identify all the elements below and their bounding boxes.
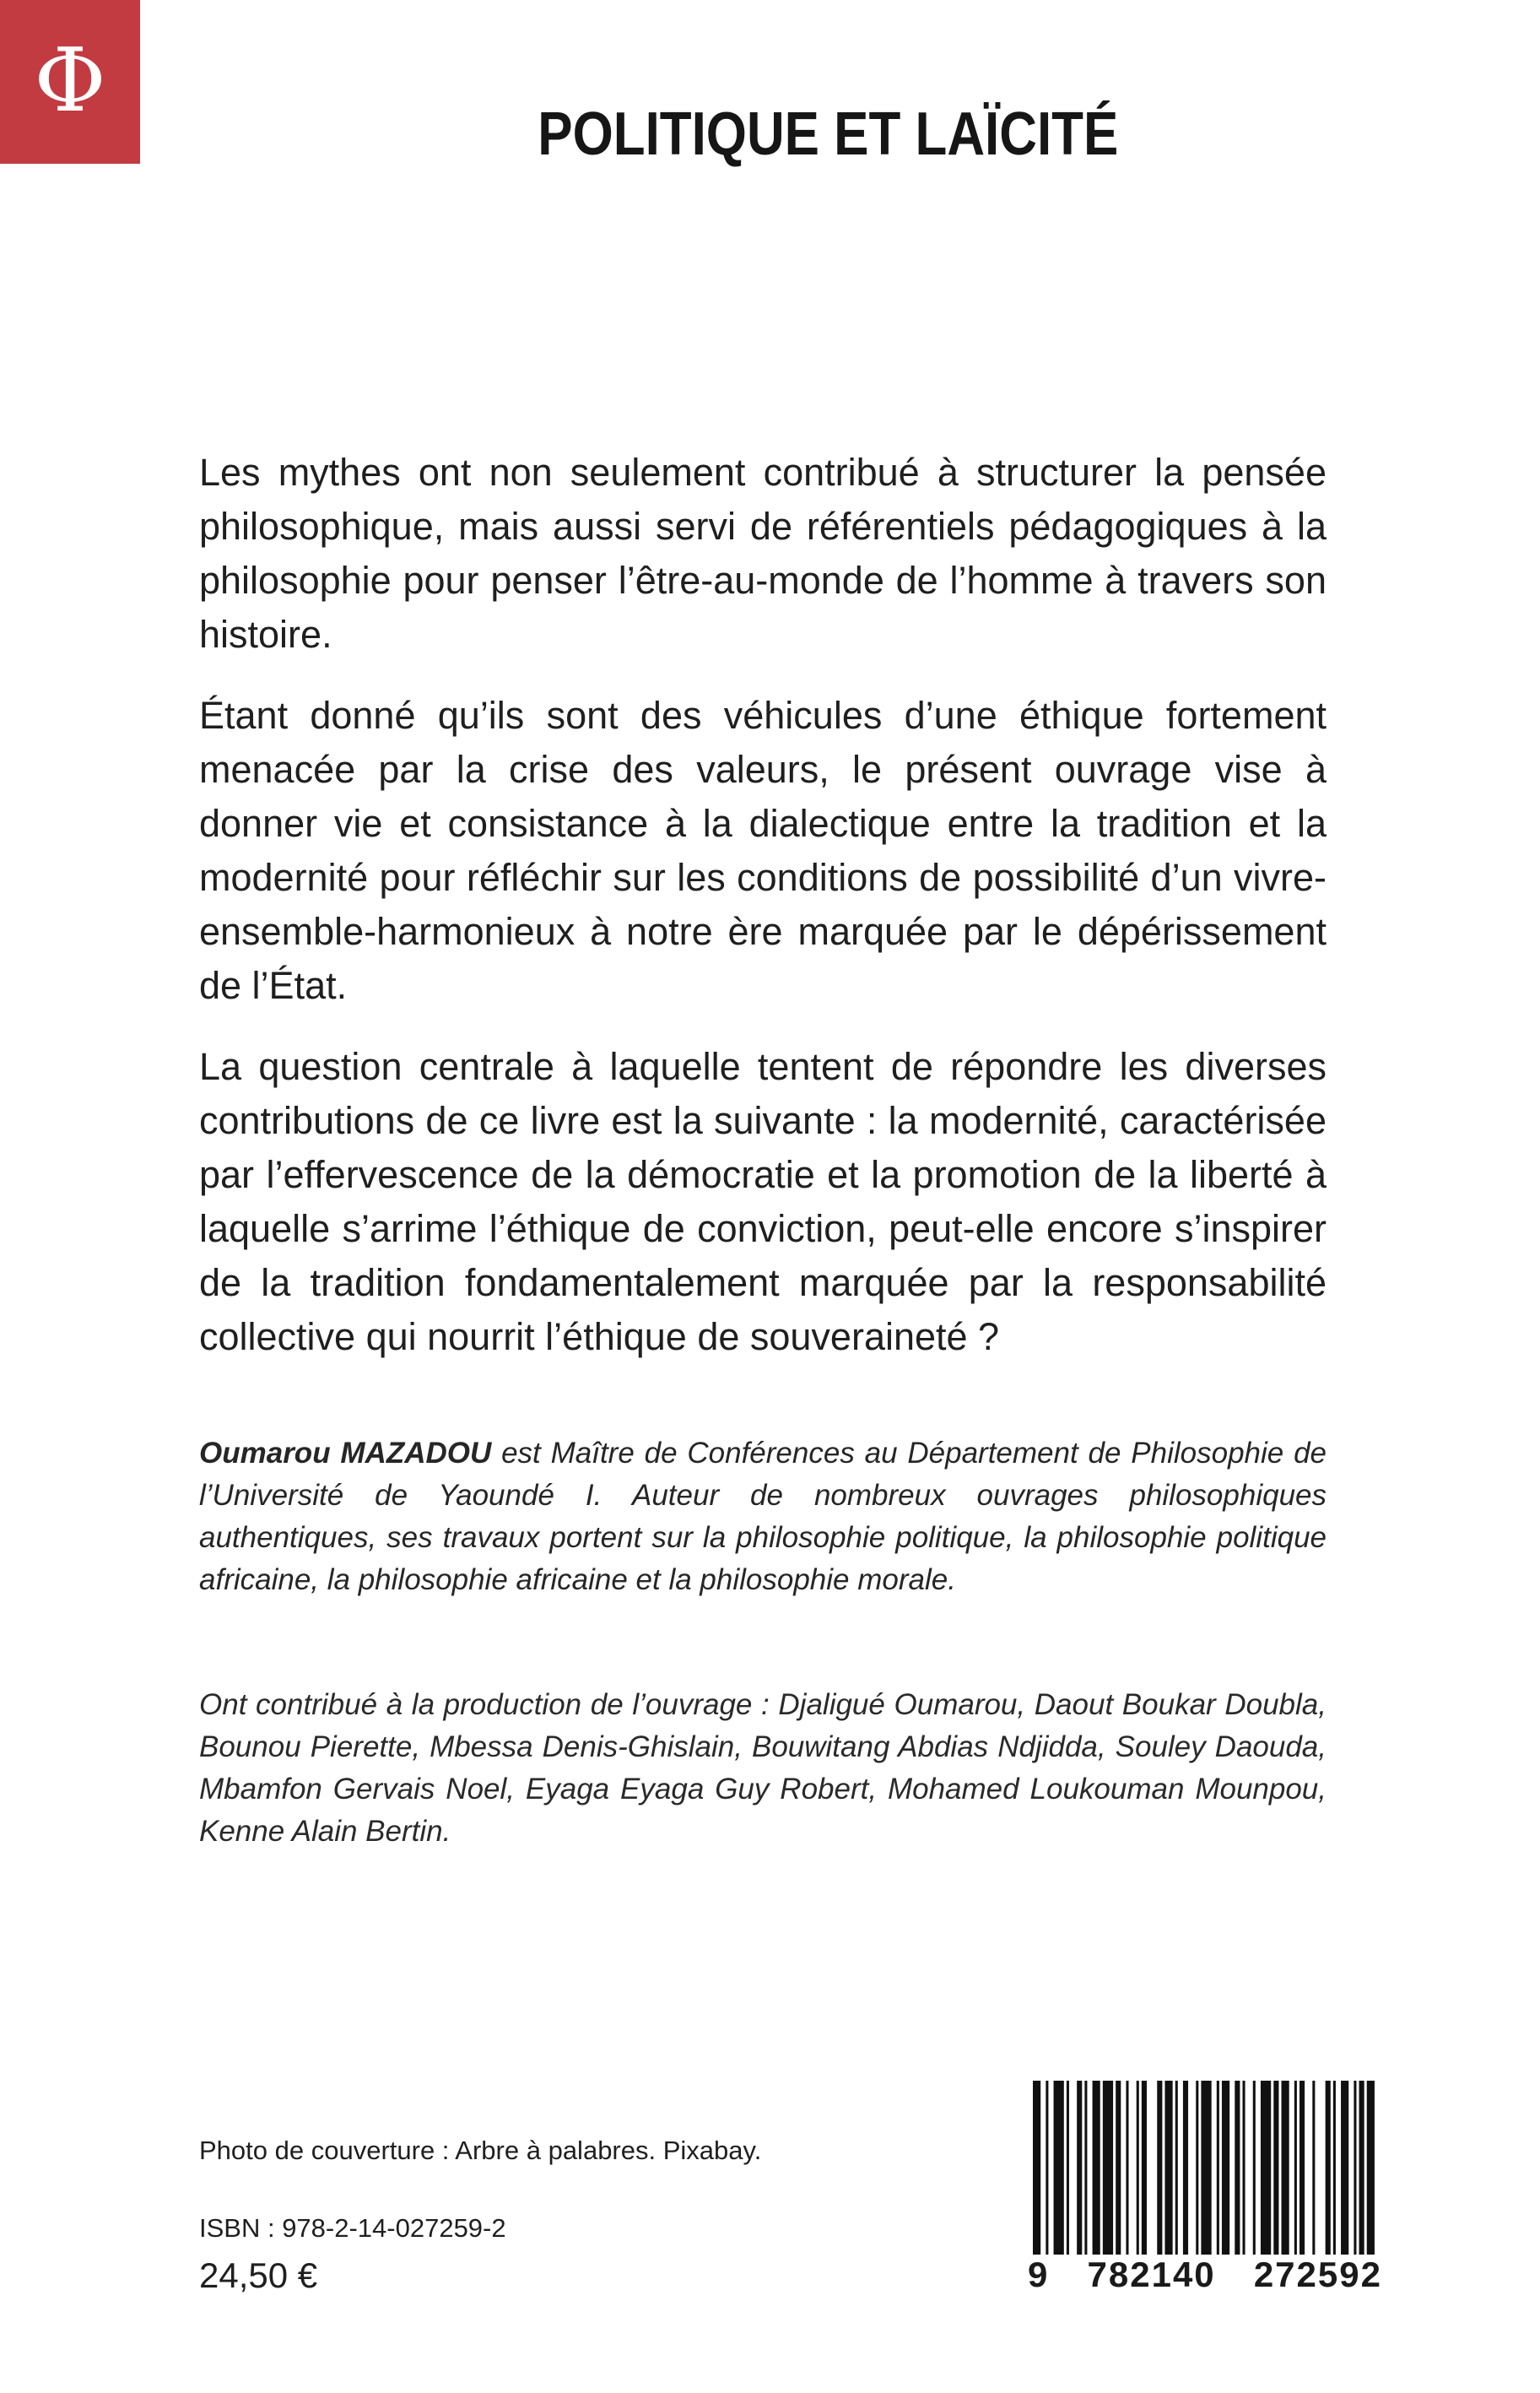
author-bio-text: est Maître de Conférences au Département de Philosophie de l’Université de Yaoundé I. Auteur de nombreux ouvrages philosophiques authentiques, ses travaux portent sur la philosophie politique, la philosophie politique africaine, la philosophie africaine et la philosophie morale. <box>199 1437 1327 1596</box>
price: 24,50 € <box>199 2255 318 2295</box>
barcode-bar <box>1033 2081 1040 2260</box>
blurb-paragraph: Étant donné qu’ils sont des véhicules d’une éthique fortement menacée par la crise des valeurs, le présent ouvrage vise à donner vie et consistance à la dialectique entre la tradition et la modernité pour réfléchir sur les conditions de possibilité d’un vivre-ensemble-harmonieux à notre ère marquée par le dépérissement de l’État. <box>199 694 1327 1007</box>
barcode-bar <box>1164 2081 1172 2260</box>
barcode-bar <box>1183 2081 1188 2260</box>
barcode-bar <box>1253 2081 1256 2260</box>
barcode-bar <box>1282 2081 1289 2260</box>
author-name: Oumarou MAZADOU <box>199 1437 492 1470</box>
barcode-bar <box>1312 2081 1315 2260</box>
contributors-list: Ont contribué à la production de l’ouvrage : Djaligué Oumarou, Daout Boukar Doubla, Bounou Pierette, Mbessa Denis-Ghislain, Bouwitang Abdias Ndjidda, Souley Daouda, Mbamfon Gervais Noel, Eyaga Eyaga Guy Robert, Mohamed Loukouman Mounpou, Kenne Alain Bertin. <box>199 1688 1327 1848</box>
barcode-bar <box>1367 2081 1375 2260</box>
barcode-bar <box>1333 2081 1336 2260</box>
barcode-digits <box>1028 2255 1382 2295</box>
barcode-bar <box>1273 2081 1278 2260</box>
barcode-bar <box>1084 2081 1087 2260</box>
barcode-bar <box>1242 2081 1245 2260</box>
barcode-bar <box>1142 2081 1147 2260</box>
barcode-digit-group: 272592 <box>1253 2255 1382 2294</box>
barcode-bar <box>1067 2081 1069 2260</box>
back-cover-blurb <box>199 446 1327 1391</box>
barcode-bar <box>1137 2081 1139 2260</box>
barcode-bar <box>1157 2081 1162 2260</box>
blurb-paragraph: La question centrale à laquelle tentent de répondre les diverses contributions de ce livre est la suivante : la modernité, caractérisée par l’effervescence de la démocratie et la promotion de la liberté à laquelle s’arrime l’éthique de conviction, peut-elle encore s’inspirer de la tradition fondamentalement marquée par la responsabilité collective qui nourrit l’éthique de souveraineté ? <box>199 1045 1327 1358</box>
author-bio <box>199 1432 1327 1601</box>
barcode-bar <box>1359 2081 1364 2260</box>
barcode-bar <box>1354 2081 1356 2260</box>
barcode-bar <box>1046 2081 1048 2260</box>
barcode-bar <box>1235 2081 1240 2260</box>
blurb-paragraph: Les mythes ont non seulement contribué à structurer la pensée philosophique, mais aussi servi de référentiels pédagogiques à la philosophie pour penser l’être-au-monde de l’homme à travers son histoire. <box>199 451 1327 656</box>
barcode-bar <box>1222 2081 1229 2260</box>
barcode-bar <box>1175 2081 1178 2260</box>
phi-logo-icon: Φ <box>34 29 106 132</box>
barcode-bar <box>1196 2081 1198 2260</box>
barcode-bar <box>1300 2081 1305 2260</box>
barcode-bar <box>1077 2081 1082 2260</box>
barcode-bar <box>1217 2081 1219 2260</box>
barcode-bar <box>1116 2081 1121 2260</box>
barcode-bar <box>1261 2081 1271 2260</box>
photo-credit: Photo de couverture : Arbre à palabres. Pixabay. <box>199 2136 762 2165</box>
barcode-bar <box>1326 2081 1331 2260</box>
barcode-bar <box>1294 2081 1297 2260</box>
barcode-bar <box>1341 2081 1348 2260</box>
barcode-bars <box>1028 2081 1382 2260</box>
barcode-bar <box>1103 2081 1113 2260</box>
barcode-bar <box>1054 2081 1064 2260</box>
barcode-bar <box>1093 2081 1100 2260</box>
barcode-digit-group: 9 <box>1028 2255 1050 2294</box>
barcode-bar <box>1126 2081 1128 2260</box>
barcode-digit-group: 782140 <box>1087 2255 1216 2294</box>
barcode-bar <box>1201 2081 1211 2260</box>
book-title: POLITIQUE ET LAÏCITÉ <box>538 100 1119 168</box>
barcode <box>1028 2081 1382 2300</box>
isbn: ISBN : 978-2-14-027259-2 <box>199 2213 506 2243</box>
